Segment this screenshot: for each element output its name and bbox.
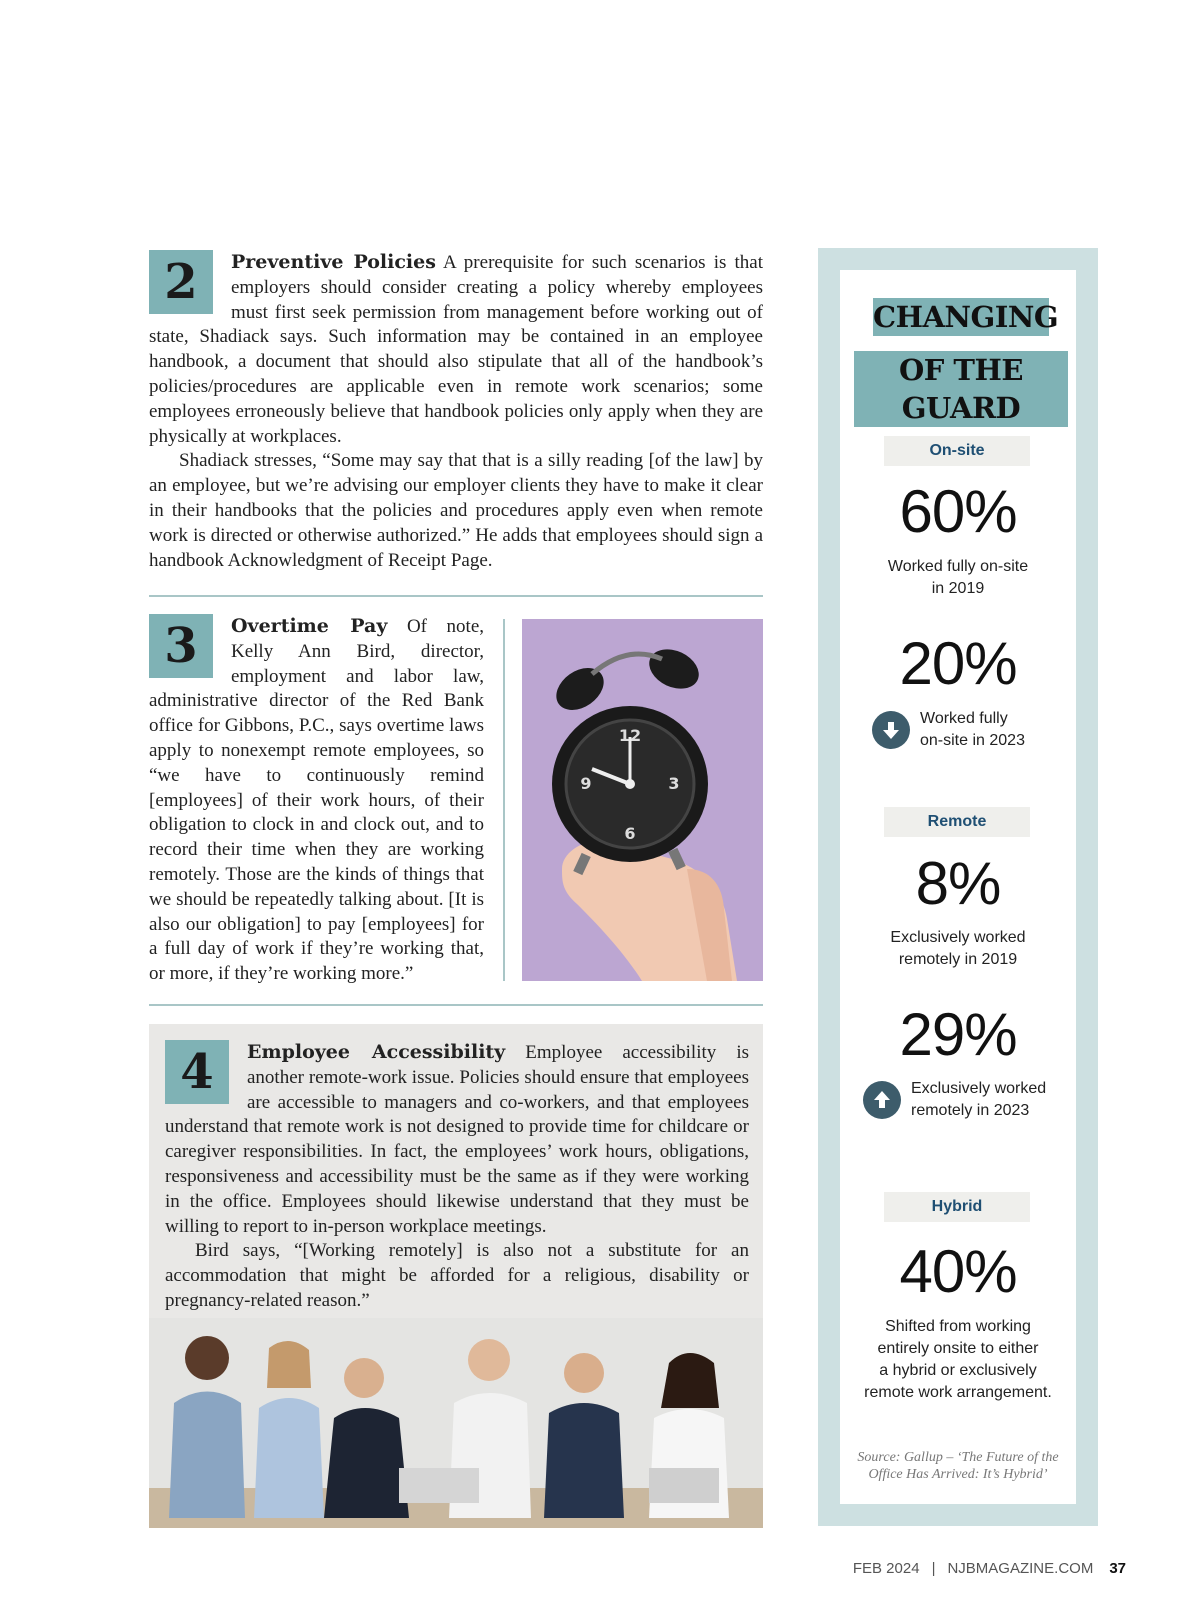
page-number: 37 bbox=[1109, 1560, 1126, 1577]
sidebar-source bbox=[840, 1449, 1076, 1483]
page-footer bbox=[853, 1560, 1126, 1577]
category-hybrid-label: Hybrid bbox=[884, 1192, 1030, 1222]
arrow-down-icon bbox=[872, 711, 910, 749]
sidebar-title-line-2: OF THE GUARD bbox=[854, 351, 1068, 427]
section-3-heading: Overtime Pay bbox=[231, 615, 388, 637]
section-4-heading: Employee Accessibility bbox=[247, 1041, 506, 1063]
section-2-paragraph-1 bbox=[149, 250, 763, 449]
footer-site: NJBMAGAZINE.COM bbox=[947, 1560, 1094, 1577]
remote-2019-description-line-1: Exclusively worked bbox=[890, 929, 1026, 946]
section-3-text-1: Of note, Kelly Ann Bird, director, employment and labor law, administrative director of the Red Bank office for Gibbons, P.C., says overtime laws apply to nonexempt remote employees, so “we have to continuously remind [employees] of their work hours, of their obligation to clock in and clock out, and to record their time when they are working remotely. Those are the kinds of things that we should be repeatedly talking about. [It is also our obligation] to pay [employees] for a full day of work if they’re working that, or more, if they’re working more.” bbox=[149, 616, 484, 985]
section-number-4: 4 bbox=[165, 1040, 229, 1104]
section-number-3: 3 bbox=[149, 614, 213, 678]
office-meeting-photo bbox=[149, 1318, 763, 1528]
section-4-paragraph-1 bbox=[165, 1040, 749, 1239]
section-2 bbox=[149, 250, 763, 573]
sidebar-source-line-1: Source: Gallup – ‘The Future of the bbox=[857, 1450, 1059, 1465]
onsite-2019-description-line-2: in 2019 bbox=[931, 580, 985, 597]
svg-text:3: 3 bbox=[668, 774, 680, 793]
section-2-paragraph-2: Shadiack stresses, “Some may say that that is a silly reading [of the law] by an employee, but we’re advising our employer clients they have to make it clear in their handbooks that the policies and procedures apply even when remote work is directed or otherwise authorized.” He adds that employees should sign a handbook Acknowledgment of Receipt Page. bbox=[149, 450, 763, 571]
section-4 bbox=[165, 1040, 749, 1314]
footer-separator: | bbox=[931, 1560, 936, 1577]
hybrid-description-line-3: a hybrid or exclusively bbox=[879, 1362, 1037, 1379]
remote-2023-stat: 29% bbox=[899, 1001, 1017, 1068]
onsite-2023-description-line-2: on-site in 2023 bbox=[920, 732, 1025, 749]
onsite-2023-description-line-1: Worked fully bbox=[920, 710, 1008, 727]
onsite-2019-description-line-1: Worked fully on-site bbox=[887, 558, 1029, 575]
hybrid-description bbox=[840, 1316, 1076, 1404]
section-3 bbox=[149, 614, 484, 987]
remote-2023-description-line-2: remotely in 2023 bbox=[911, 1102, 1030, 1119]
hybrid-description-line-2: entirely onsite to either bbox=[877, 1340, 1039, 1357]
remote-2023-description bbox=[911, 1078, 1046, 1122]
footer-issue: FEB 2024 bbox=[852, 1560, 920, 1577]
hybrid-description-line-4: remote work arrangement. bbox=[864, 1384, 1052, 1401]
svg-text:9: 9 bbox=[580, 774, 592, 793]
arrow-up-icon bbox=[863, 1081, 901, 1119]
sidebar-title-line-1: CHANGING bbox=[873, 300, 1059, 334]
svg-text:6: 6 bbox=[624, 824, 636, 843]
category-onsite-label: On-site bbox=[884, 436, 1030, 466]
office-meeting-illustration bbox=[149, 1318, 763, 1528]
section-number-2: 2 bbox=[149, 250, 213, 314]
sidebar-source-line-2: Office Has Arrived: It’s Hybrid’ bbox=[868, 1467, 1048, 1482]
svg-text:12: 12 bbox=[618, 726, 642, 745]
alarm-clock-photo bbox=[522, 619, 763, 981]
remote-2019-description-line-2: remotely in 2019 bbox=[898, 951, 1018, 968]
onsite-2019-description bbox=[840, 556, 1076, 600]
section-4-text-1: Employee accessibility is another remote-work issue. Policies should ensure that employees are accessible to managers and co-workers, and that employees understand that remote work is not designed to provide time for childcare or caregiver responsibilities. In fact, the employees’ work hours, obligations, responsiveness and accessibility must be the same as if they were working in the office. Employees should likewise understand that they must be willing to report to in-person workplace meetings. bbox=[165, 1042, 749, 1237]
section-2-heading: Preventive Policies bbox=[231, 251, 436, 273]
remote-2019-description bbox=[840, 927, 1076, 971]
remote-2023-description-line-1: Exclusively worked bbox=[911, 1080, 1047, 1097]
remote-2019-stat: 8% bbox=[915, 850, 1001, 917]
onsite-2019-stat: 60% bbox=[899, 478, 1017, 545]
section-divider-2 bbox=[149, 1004, 763, 1006]
alarm-clock-illustration bbox=[522, 619, 763, 981]
section-divider bbox=[149, 595, 763, 597]
column-divider bbox=[503, 619, 505, 981]
section-2-text-1: A prerequisite for such scenarios is that employers should consider creating a policy whereby employees must first seek permission from management before working out of state, Shadiack says. Such information may be contained in an employee handbook, a document that should also stipulate that all of the handbook’s policies/procedures are applicable even in remote work scenarios; some employees erroneously believe that handbook policies only apply when they are physically at workplaces. bbox=[149, 252, 763, 447]
hybrid-description-line-1: Shifted from working bbox=[885, 1318, 1031, 1335]
remote-2023-row bbox=[863, 1078, 1046, 1122]
onsite-2023-description bbox=[920, 708, 1025, 752]
onsite-2023-row bbox=[872, 708, 1025, 752]
section-4-paragraph-2: Bird says, “[Working remotely] is also not a substitute for an accommodation that might be afforded for a religious, disability or pregnancy-related reason.” bbox=[165, 1240, 749, 1311]
hybrid-stat: 40% bbox=[899, 1238, 1017, 1305]
onsite-2023-stat: 20% bbox=[899, 630, 1017, 697]
category-remote-label: Remote bbox=[884, 807, 1030, 837]
